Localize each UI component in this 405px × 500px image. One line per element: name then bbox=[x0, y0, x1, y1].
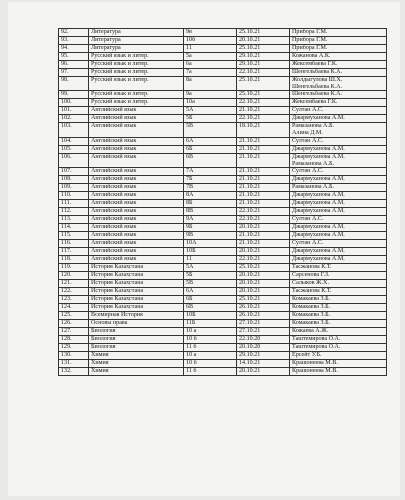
row-number-cell: 104. bbox=[59, 137, 89, 145]
table-row bbox=[59, 69, 387, 77]
table-row bbox=[59, 264, 387, 272]
table-row bbox=[59, 248, 387, 256]
subject-cell: Английский язык bbox=[89, 232, 184, 240]
row-number-cell: 115. bbox=[59, 232, 89, 240]
row-number-cell: 93. bbox=[59, 37, 89, 45]
subject-cell: Основы права bbox=[89, 320, 184, 328]
teacher-name: Джармуханова А.М. bbox=[292, 208, 345, 215]
teacher-name: Таштемирова О.А. bbox=[292, 344, 341, 351]
teacher-name: Салыков Ж.Х. bbox=[292, 280, 329, 287]
subject-cell: Английский язык bbox=[89, 107, 184, 115]
class-cell: 9Б bbox=[184, 224, 237, 232]
row-number-cell: 128. bbox=[59, 336, 89, 344]
teacher-name: Джармуханова А.М. bbox=[292, 176, 345, 183]
subject-cell: Русский язык и литер. bbox=[89, 91, 184, 99]
date-cell: 22.10.21 bbox=[237, 115, 290, 123]
subject-cell: Литература bbox=[89, 29, 184, 37]
class-cell: 10Б bbox=[184, 312, 237, 320]
row-number-cell: 113. bbox=[59, 216, 89, 224]
subject-cell: Русский язык и литер. bbox=[89, 69, 184, 77]
subject-cell: Английский язык bbox=[89, 153, 184, 167]
teacher-cell bbox=[290, 168, 387, 176]
subject-cell: Английский язык bbox=[89, 192, 184, 200]
teacher-cell bbox=[290, 123, 387, 137]
teacher-name: Джармуханова А.М. bbox=[292, 224, 345, 231]
teacher-cell bbox=[290, 312, 387, 320]
class-cell: 10А bbox=[184, 240, 237, 248]
table-row bbox=[59, 360, 387, 368]
teacher-name: Комакаева З.Б. bbox=[292, 304, 331, 311]
subject-cell: Английский язык bbox=[89, 115, 184, 123]
teacher-name: Султан А.С. bbox=[292, 107, 324, 114]
subject-cell: Английский язык bbox=[89, 208, 184, 216]
row-number-cell: 131. bbox=[59, 360, 89, 368]
class-cell: 10б bbox=[184, 37, 237, 45]
subject-cell: Литература bbox=[89, 37, 184, 45]
row-number-cell: 112. bbox=[59, 208, 89, 216]
class-cell: 7А bbox=[184, 168, 237, 176]
teacher-name: Джармуханова А.М. bbox=[292, 192, 345, 199]
row-number-cell: 126. bbox=[59, 320, 89, 328]
teacher-cell bbox=[290, 37, 387, 45]
table-row bbox=[59, 320, 387, 328]
teacher-name: Жолдыгулова Ш.Х. bbox=[292, 77, 343, 83]
table-row bbox=[59, 296, 387, 304]
subject-cell: Английский язык bbox=[89, 200, 184, 208]
class-cell: 10 а bbox=[184, 328, 237, 336]
row-number-cell: 106. bbox=[59, 153, 89, 167]
class-cell: 8А bbox=[184, 192, 237, 200]
subject-cell: Химия bbox=[89, 352, 184, 360]
teacher-name: Комакаева З.Б. bbox=[292, 312, 331, 319]
date-cell: 22.10.21 bbox=[237, 256, 290, 264]
date-cell: 27.10.21 bbox=[237, 328, 290, 336]
teacher-cell bbox=[290, 360, 387, 368]
teacher-name: Кожаева А.Ж. bbox=[292, 328, 329, 335]
table-row bbox=[59, 344, 387, 352]
teacher-name: Прибора Г.М. bbox=[292, 45, 328, 51]
row-number-cell: 105. bbox=[59, 145, 89, 153]
row-number-cell: 109. bbox=[59, 184, 89, 192]
class-cell: 11 bbox=[184, 45, 237, 53]
class-cell: 5А bbox=[184, 107, 237, 115]
class-cell: 6а bbox=[184, 61, 237, 69]
teacher-name: Джармуханова А.М. bbox=[292, 115, 345, 122]
teacher-name: Шенгельбаева К.А. bbox=[292, 69, 343, 75]
date-cell: 25.10.21 bbox=[237, 77, 290, 91]
date-cell: 29.10.21 bbox=[237, 53, 290, 61]
subject-cell: История Казахстана bbox=[89, 288, 184, 296]
class-cell: 5а bbox=[184, 53, 237, 61]
teacher-cell bbox=[290, 145, 387, 153]
date-cell: 14.10.21 bbox=[237, 360, 290, 368]
table-row bbox=[59, 224, 387, 232]
subject-cell: Биология bbox=[89, 336, 184, 344]
class-cell: 7Б bbox=[184, 176, 237, 184]
class-cell: 6В bbox=[184, 304, 237, 312]
class-cell: 7а bbox=[184, 69, 237, 77]
table-row bbox=[59, 328, 387, 336]
row-number-cell: 98. bbox=[59, 77, 89, 91]
row-number-cell: 116. bbox=[59, 240, 89, 248]
table-row bbox=[59, 29, 387, 37]
teacher-cell bbox=[290, 176, 387, 184]
class-cell: 5А bbox=[184, 264, 237, 272]
class-cell: 5В bbox=[184, 123, 237, 137]
date-cell: 27.10.21 bbox=[237, 320, 290, 328]
teacher-name: Рамазанова А.Б. bbox=[292, 123, 335, 130]
row-number-cell: 132. bbox=[59, 368, 89, 376]
table-row bbox=[59, 272, 387, 280]
row-number-cell: 122. bbox=[59, 288, 89, 296]
date-cell: 22.10.21 bbox=[237, 208, 290, 216]
date-cell: 26.10.21 bbox=[237, 312, 290, 320]
teacher-cell bbox=[290, 240, 387, 248]
date-cell: 20.10.21 bbox=[237, 37, 290, 45]
teacher-name: Жексембаева Г.К. bbox=[292, 99, 338, 106]
teacher-name: Тасжанова К.Т. bbox=[292, 288, 332, 295]
teacher-cell bbox=[290, 264, 387, 272]
date-cell: 25.10.21 bbox=[237, 29, 290, 37]
table-row bbox=[59, 304, 387, 312]
teacher-cell bbox=[290, 216, 387, 224]
teacher-name: Крашонеева М.В. bbox=[292, 368, 338, 375]
class-cell: 10Б bbox=[184, 248, 237, 256]
schedule-table bbox=[58, 28, 387, 376]
class-cell: 5В bbox=[184, 280, 237, 288]
class-cell: 7В bbox=[184, 184, 237, 192]
class-cell: 8В bbox=[184, 208, 237, 216]
table-row bbox=[59, 312, 387, 320]
table-row bbox=[59, 123, 387, 137]
table-row bbox=[59, 336, 387, 344]
subject-cell: История Казахстана bbox=[89, 296, 184, 304]
date-cell: 22.10.21 bbox=[237, 69, 290, 77]
row-number-cell: 118. bbox=[59, 256, 89, 264]
teacher-name: Сарсенова Г.З. bbox=[292, 272, 330, 279]
teacher-name: Джармуханова А.М. bbox=[292, 256, 345, 263]
class-cell: 8Б bbox=[184, 200, 237, 208]
subject-cell: Биология bbox=[89, 344, 184, 352]
row-number-cell: 108. bbox=[59, 176, 89, 184]
teacher-name: Шенгельбаева К.А. bbox=[292, 83, 343, 90]
subject-cell: Английский язык bbox=[89, 248, 184, 256]
teacher-name: Рамазанова А.Б. bbox=[292, 184, 335, 191]
date-cell: 29.10.21 bbox=[237, 352, 290, 360]
class-cell: 10а bbox=[184, 99, 237, 107]
subject-cell: Русский язык и литер. bbox=[89, 99, 184, 107]
teacher-name: Шенгельбаева К.А. bbox=[292, 91, 343, 98]
class-cell: 6Б bbox=[184, 296, 237, 304]
table-row bbox=[59, 240, 387, 248]
date-cell: 21.10.21 bbox=[237, 137, 290, 145]
teacher-cell bbox=[290, 248, 387, 256]
table-row bbox=[59, 280, 387, 288]
subject-cell: История Казахстана bbox=[89, 280, 184, 288]
subject-cell: Химия bbox=[89, 360, 184, 368]
subject-cell: Литература bbox=[89, 45, 184, 53]
class-cell: 6А bbox=[184, 137, 237, 145]
date-cell: 18.10.21 bbox=[237, 123, 290, 137]
teacher-cell bbox=[290, 256, 387, 264]
row-number-cell: 119. bbox=[59, 264, 89, 272]
subject-cell: История Казахстана bbox=[89, 264, 184, 272]
class-cell: 9А bbox=[184, 216, 237, 224]
date-cell: 25.10.21 bbox=[237, 91, 290, 99]
teacher-name: Крашонеева М.В. bbox=[292, 360, 338, 367]
table-row bbox=[59, 137, 387, 145]
subject-cell: Русский язык и литер. bbox=[89, 53, 184, 61]
row-number-cell: 110. bbox=[59, 192, 89, 200]
teacher-cell bbox=[290, 272, 387, 280]
table-row bbox=[59, 232, 387, 240]
teacher-cell bbox=[290, 45, 387, 53]
teacher-cell bbox=[290, 208, 387, 216]
teacher-cell bbox=[290, 288, 387, 296]
row-number-cell: 96. bbox=[59, 61, 89, 69]
teacher-name: Кожанова А.К. bbox=[292, 53, 331, 59]
date-cell: 22.10.20 bbox=[237, 336, 290, 344]
teacher-name: Рамазанова А.Б. bbox=[292, 160, 335, 167]
table-row bbox=[59, 115, 387, 123]
date-cell: 29.10.21 bbox=[237, 61, 290, 69]
row-number-cell: 114. bbox=[59, 224, 89, 232]
subject-cell: Биология bbox=[89, 328, 184, 336]
table-row bbox=[59, 200, 387, 208]
table-row bbox=[59, 77, 387, 91]
row-number-cell: 124. bbox=[59, 304, 89, 312]
row-number-cell: 129. bbox=[59, 344, 89, 352]
date-cell: 21.10.21 bbox=[237, 176, 290, 184]
teacher-name: Алина Д.М. bbox=[292, 130, 323, 137]
subject-cell: Английский язык bbox=[89, 216, 184, 224]
teacher-name: Комакаева З.Б. bbox=[292, 320, 331, 327]
row-number-cell: 100. bbox=[59, 99, 89, 107]
date-cell: 20.10.21 bbox=[237, 224, 290, 232]
table-row bbox=[59, 176, 387, 184]
teacher-cell bbox=[290, 69, 387, 77]
teacher-name: Тасжанова К.Т. bbox=[292, 264, 332, 271]
teacher-cell bbox=[290, 91, 387, 99]
teacher-cell bbox=[290, 304, 387, 312]
subject-cell: Английский язык bbox=[89, 240, 184, 248]
date-cell: 21.10.21 bbox=[237, 107, 290, 115]
date-cell: 20.10.21 bbox=[237, 272, 290, 280]
date-cell: 22.10.21 bbox=[237, 216, 290, 224]
row-number-cell: 121. bbox=[59, 280, 89, 288]
class-cell: 10 б bbox=[184, 336, 237, 344]
table-row bbox=[59, 107, 387, 115]
table-row bbox=[59, 37, 387, 45]
teacher-cell bbox=[290, 99, 387, 107]
table-row bbox=[59, 208, 387, 216]
row-number-cell: 125. bbox=[59, 312, 89, 320]
subject-cell: Английский язык bbox=[89, 137, 184, 145]
teacher-cell bbox=[290, 368, 387, 376]
row-number-cell: 92. bbox=[59, 29, 89, 37]
subject-cell: Русский язык и литер. bbox=[89, 77, 184, 91]
table-row bbox=[59, 153, 387, 167]
table-row bbox=[59, 99, 387, 107]
teacher-cell bbox=[290, 137, 387, 145]
date-cell: 21.10.21 bbox=[237, 145, 290, 153]
teacher-cell bbox=[290, 107, 387, 115]
teacher-cell bbox=[290, 115, 387, 123]
subject-cell: Английский язык bbox=[89, 145, 184, 153]
row-number-cell: 117. bbox=[59, 248, 89, 256]
date-cell: 20.10.21 bbox=[237, 288, 290, 296]
row-number-cell: 102. bbox=[59, 115, 89, 123]
date-cell: 21.10.21 bbox=[237, 184, 290, 192]
date-cell: 20.10.20 bbox=[237, 344, 290, 352]
teacher-name: Султан А.С. bbox=[292, 137, 324, 144]
class-cell: 9В bbox=[184, 232, 237, 240]
subject-cell: Русский язык и литер. bbox=[89, 61, 184, 69]
date-cell: 21.10.21 bbox=[237, 153, 290, 167]
teacher-cell bbox=[290, 344, 387, 352]
document-page bbox=[8, 2, 400, 496]
class-cell: 9в bbox=[184, 29, 237, 37]
class-cell: 10 б bbox=[184, 360, 237, 368]
class-cell: 6В bbox=[184, 153, 237, 167]
subject-cell: Английский язык bbox=[89, 168, 184, 176]
class-cell: 6А bbox=[184, 288, 237, 296]
table-row bbox=[59, 256, 387, 264]
table-row bbox=[59, 61, 387, 69]
class-cell: 8а bbox=[184, 77, 237, 91]
table-row bbox=[59, 145, 387, 153]
teacher-cell bbox=[290, 192, 387, 200]
date-cell: 21.10.21 bbox=[237, 200, 290, 208]
subject-cell: Английский язык bbox=[89, 176, 184, 184]
row-number-cell: 95. bbox=[59, 53, 89, 61]
table-row bbox=[59, 192, 387, 200]
row-number-cell: 94. bbox=[59, 45, 89, 53]
class-cell: 5Б bbox=[184, 272, 237, 280]
teacher-cell bbox=[290, 29, 387, 37]
table-row bbox=[59, 91, 387, 99]
table-row bbox=[59, 168, 387, 176]
date-cell: 21.10.21 bbox=[237, 232, 290, 240]
date-cell: 21.10.21 bbox=[237, 168, 290, 176]
teacher-name: Прибора Г.М. bbox=[292, 29, 328, 35]
teacher-cell bbox=[290, 61, 387, 69]
row-number-cell: 103. bbox=[59, 123, 89, 137]
class-cell: 11Б bbox=[184, 320, 237, 328]
date-cell: 20.10.21 bbox=[237, 248, 290, 256]
row-number-cell: 130. bbox=[59, 352, 89, 360]
schedule-table-body bbox=[59, 29, 387, 376]
row-number-cell: 120. bbox=[59, 272, 89, 280]
teacher-name: Комакаева З.Б. bbox=[292, 296, 331, 303]
table-row bbox=[59, 352, 387, 360]
teacher-name: Жексембаева Г.К. bbox=[292, 61, 338, 67]
date-cell: 25.10.21 bbox=[237, 45, 290, 53]
teacher-name: Султан А.С. bbox=[292, 168, 324, 175]
row-number-cell: 99. bbox=[59, 91, 89, 99]
table-row bbox=[59, 184, 387, 192]
teacher-name: Джармуханова А.М. bbox=[292, 248, 345, 255]
teacher-cell bbox=[290, 336, 387, 344]
class-cell: 6Б bbox=[184, 145, 237, 153]
date-cell: 26.10.21 bbox=[237, 304, 290, 312]
subject-cell: История Казахстана bbox=[89, 304, 184, 312]
teacher-cell bbox=[290, 296, 387, 304]
teacher-name: Прибора Г.М. bbox=[292, 37, 328, 43]
teacher-cell bbox=[290, 352, 387, 360]
row-number-cell: 111. bbox=[59, 200, 89, 208]
teacher-cell bbox=[290, 200, 387, 208]
subject-cell: История Казахстана bbox=[89, 272, 184, 280]
date-cell: 20.10.21 bbox=[237, 280, 290, 288]
teacher-cell bbox=[290, 53, 387, 61]
table-row bbox=[59, 368, 387, 376]
teacher-cell bbox=[290, 184, 387, 192]
class-cell: 10 а bbox=[184, 352, 237, 360]
teacher-cell bbox=[290, 153, 387, 167]
table-row bbox=[59, 45, 387, 53]
teacher-name: Джармуханова А.М. bbox=[292, 200, 345, 207]
subject-cell: Английский язык bbox=[89, 123, 184, 137]
class-cell: 11 bbox=[184, 256, 237, 264]
class-cell: 11 б bbox=[184, 368, 237, 376]
subject-cell: Английский язык bbox=[89, 224, 184, 232]
row-number-cell: 123. bbox=[59, 296, 89, 304]
table-row bbox=[59, 216, 387, 224]
teacher-name: Джармуханова А.М. bbox=[292, 232, 345, 239]
class-cell: 5Б bbox=[184, 115, 237, 123]
teacher-name: Джармуханова А.М. bbox=[292, 145, 345, 152]
table-row bbox=[59, 288, 387, 296]
date-cell: 21.10.21 bbox=[237, 240, 290, 248]
subject-cell: Английский язык bbox=[89, 256, 184, 264]
teacher-name: Ерсейт У.Б. bbox=[292, 352, 322, 359]
subject-cell: Всемирная История bbox=[89, 312, 184, 320]
teacher-cell bbox=[290, 280, 387, 288]
date-cell: 25.10.21 bbox=[237, 296, 290, 304]
class-cell: 9а bbox=[184, 91, 237, 99]
subject-cell: Английский язык bbox=[89, 184, 184, 192]
teacher-cell bbox=[290, 77, 387, 91]
row-number-cell: 127. bbox=[59, 328, 89, 336]
date-cell: 22.10.21 bbox=[237, 99, 290, 107]
class-cell: 11 б bbox=[184, 344, 237, 352]
teacher-cell bbox=[290, 328, 387, 336]
date-cell: 25.10.21 bbox=[237, 264, 290, 272]
teacher-name: Джармуханова А.М. bbox=[292, 153, 345, 160]
row-number-cell: 101. bbox=[59, 107, 89, 115]
teacher-cell bbox=[290, 232, 387, 240]
subject-cell: Химия bbox=[89, 368, 184, 376]
teacher-cell bbox=[290, 224, 387, 232]
date-cell: 20.10.21 bbox=[237, 368, 290, 376]
date-cell: 21.10.21 bbox=[237, 192, 290, 200]
row-number-cell: 97. bbox=[59, 69, 89, 77]
table-row bbox=[59, 53, 387, 61]
teacher-name: Султан А.С. bbox=[292, 240, 324, 247]
teacher-name: Таштемирова О.А. bbox=[292, 336, 341, 343]
teacher-cell bbox=[290, 320, 387, 328]
teacher-name: Султан А.С. bbox=[292, 216, 324, 223]
row-number-cell: 107. bbox=[59, 168, 89, 176]
